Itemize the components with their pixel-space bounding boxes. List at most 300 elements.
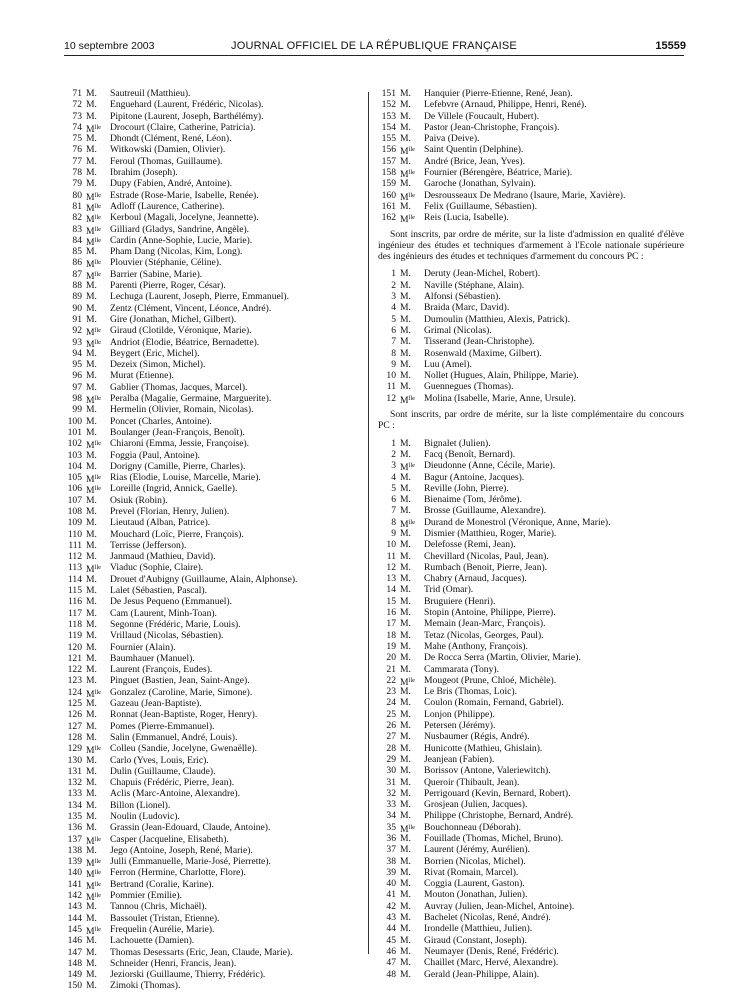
list-entry bbox=[64, 596, 360, 607]
person-name: Lechuga (Laurent, Joseph, Pierre, Emmanuel). bbox=[110, 291, 290, 303]
list-entry bbox=[64, 178, 360, 189]
list-entry bbox=[64, 190, 360, 201]
civility: $M^{lle}$ bbox=[400, 191, 416, 203]
person-name: Chevillard (Nicolas, Paul, Jean). bbox=[424, 550, 549, 562]
rank-number: 78 bbox=[72, 167, 82, 179]
list-entry bbox=[64, 935, 360, 946]
list-entry bbox=[378, 799, 684, 810]
civility: M. bbox=[86, 788, 97, 800]
list-entry bbox=[64, 111, 360, 122]
civility: $M^{lle}$ bbox=[400, 462, 416, 474]
civility: M. bbox=[400, 268, 411, 280]
person-name: Dupy (Fabien, André, Antoine). bbox=[110, 178, 233, 190]
list-entry bbox=[64, 540, 360, 551]
civility: $M^{lle}$ bbox=[86, 880, 102, 892]
person-name: Auvray (Julien, Jean-Michel, Antoine). bbox=[424, 900, 575, 912]
rank-number: 134 bbox=[67, 799, 82, 811]
header-page-number: 15559 bbox=[655, 40, 686, 52]
civility: M. bbox=[400, 550, 411, 562]
list-entry bbox=[64, 337, 360, 348]
list-entry bbox=[64, 495, 360, 506]
list-entry bbox=[64, 404, 360, 415]
rank-number: 113 bbox=[67, 562, 82, 574]
civility: $M^{lle}$ bbox=[86, 440, 102, 452]
person-name: Deruty (Jean-Michel, Robert). bbox=[424, 268, 541, 280]
person-name: Bassoulet (Tristan, Etienne). bbox=[110, 912, 220, 924]
person-name: Molina (Isabelle, Marie, Anne, Ursule). bbox=[424, 392, 576, 404]
person-name: Rosenwald (Maxime, Gilbert). bbox=[424, 347, 542, 359]
person-name: Fournier (Alain). bbox=[110, 641, 176, 653]
person-name: Viaduc (Sophie, Claire). bbox=[110, 562, 204, 574]
civility: M. bbox=[400, 731, 411, 743]
civility: M. bbox=[400, 561, 411, 573]
complementary-intro-paragraph: Sont inscrits, par ordre de mérite, sur la liste complémentaire du concours PC : bbox=[378, 409, 684, 432]
civility: M. bbox=[400, 957, 411, 969]
civility: M. bbox=[86, 291, 97, 303]
person-name: Jeanjean (Fabien). bbox=[424, 753, 495, 765]
person-name: Desrousseaux De Medrano (Isaure, Marie, Xavière). bbox=[424, 189, 626, 201]
rank-number: 20 bbox=[386, 652, 396, 664]
list-entry bbox=[64, 890, 360, 904]
civility: M. bbox=[400, 291, 411, 303]
rank-number: 37 bbox=[386, 844, 396, 856]
list-entry bbox=[64, 619, 360, 630]
person-name: Dismier (Matthieu, Roger, Marie). bbox=[424, 527, 557, 539]
rank-number: 33 bbox=[386, 799, 396, 811]
rank-number: 120 bbox=[67, 641, 82, 653]
list-entry bbox=[64, 755, 360, 766]
person-name: Feroul (Thomas, Guillaume). bbox=[110, 155, 223, 167]
civility: M. bbox=[400, 313, 411, 325]
person-name: Bruguiere (Henri). bbox=[424, 595, 496, 607]
civility: M. bbox=[86, 155, 97, 167]
civility: M. bbox=[400, 448, 411, 460]
rank-number: 155 bbox=[381, 133, 396, 145]
rank-number: 150 bbox=[67, 980, 82, 992]
list-entry bbox=[378, 111, 684, 122]
rank-number: 158 bbox=[381, 167, 396, 179]
list-entry bbox=[378, 99, 684, 110]
list-entry bbox=[378, 889, 684, 900]
rank-number: 136 bbox=[67, 822, 82, 834]
civility: M. bbox=[86, 811, 97, 822]
list-entry bbox=[64, 348, 360, 359]
list-entry bbox=[64, 766, 360, 777]
list-entry bbox=[64, 269, 360, 280]
rank-number: 14 bbox=[386, 584, 396, 596]
civility: M. bbox=[400, 697, 411, 709]
rank-number: 159 bbox=[381, 178, 396, 190]
list-entry bbox=[378, 596, 684, 607]
rank-number: 101 bbox=[67, 426, 82, 438]
person-name: Bertrand (Coralie, Karine). bbox=[110, 878, 214, 890]
rank-number: 71 bbox=[72, 88, 82, 99]
person-name: Tannou (Chris, Michaël). bbox=[110, 901, 207, 913]
list-entry bbox=[378, 438, 684, 449]
person-name: Grassin (Jean-Edouard, Claude, Antoine). bbox=[110, 822, 271, 834]
rank-number: 2 bbox=[391, 448, 396, 460]
civility: M. bbox=[86, 698, 97, 710]
person-name: Bagur (Antoine, Jacques). bbox=[424, 471, 525, 483]
rank-number: 108 bbox=[67, 505, 82, 517]
rank-number: 11 bbox=[386, 381, 396, 393]
list-entry bbox=[378, 912, 684, 923]
civility: M. bbox=[400, 708, 411, 720]
list-entry bbox=[64, 867, 360, 881]
rank-number: 139 bbox=[67, 856, 82, 868]
person-name: Tetaz (Nicolas, Georges, Paul). bbox=[424, 629, 544, 641]
person-name: Nollet (Hugues, Alain, Philippe, Marie). bbox=[424, 370, 579, 382]
person-name: Estrade (Rose-Marie, Isabelle, Renée). bbox=[110, 189, 259, 201]
list-entry bbox=[378, 472, 684, 483]
person-name: Parenti (Pierre, Roger, César). bbox=[110, 280, 226, 292]
list-entry bbox=[378, 133, 684, 144]
rank-number: 137 bbox=[67, 833, 82, 845]
person-name: Guennegues (Thomas). bbox=[424, 381, 514, 393]
rank-number: 114 bbox=[67, 573, 82, 585]
person-name: Memain (Jean-Marc, François). bbox=[424, 618, 546, 630]
rank-number: 160 bbox=[381, 189, 396, 201]
person-name: Cammarata (Tony). bbox=[424, 663, 499, 675]
civility: $M^{lle}$ bbox=[86, 745, 102, 757]
rank-number: 12 bbox=[386, 392, 396, 404]
civility: M. bbox=[400, 347, 411, 359]
civility: $M^{lle}$ bbox=[400, 676, 416, 688]
civility: M. bbox=[400, 787, 411, 799]
civility: M. bbox=[400, 482, 411, 494]
rank-number: 125 bbox=[67, 698, 82, 710]
rank-number: 144 bbox=[67, 912, 82, 924]
list-entry bbox=[378, 743, 684, 754]
civility: M. bbox=[86, 731, 97, 743]
person-name: Beygert (Eric, Michel). bbox=[110, 347, 200, 359]
person-name: Le Bris (Thomas, Loic). bbox=[424, 686, 517, 698]
civility: $M^{lle}$ bbox=[86, 123, 102, 135]
rank-number: 7 bbox=[391, 505, 396, 517]
list-entry bbox=[64, 811, 360, 822]
civility: $M^{lle}$ bbox=[86, 564, 102, 576]
header-rule bbox=[64, 55, 684, 56]
list-entry bbox=[378, 709, 684, 720]
rank-number: 147 bbox=[67, 946, 82, 958]
person-name: Gerald (Jean-Philippe, Alain). bbox=[424, 968, 540, 980]
list-entry bbox=[64, 450, 360, 461]
civility: M. bbox=[86, 144, 97, 156]
rank-number: 105 bbox=[67, 472, 82, 484]
civility: M. bbox=[86, 280, 97, 292]
person-name: Zimoki (Thomas). bbox=[110, 980, 181, 992]
rank-number: 23 bbox=[386, 686, 396, 698]
rank-number: 110 bbox=[67, 528, 82, 540]
civility: M. bbox=[86, 799, 97, 811]
civility: M. bbox=[400, 923, 411, 935]
person-name: Noulin (Ludovic). bbox=[110, 811, 180, 822]
civility: M. bbox=[86, 754, 97, 766]
person-name: Trid (Omar). bbox=[424, 584, 474, 596]
rank-number: 118 bbox=[67, 618, 82, 630]
rank-number: 22 bbox=[386, 674, 396, 686]
ranking-list-continued bbox=[64, 88, 360, 992]
rank-number: 40 bbox=[386, 878, 396, 890]
list-entry bbox=[378, 810, 684, 821]
person-name: Ferron (Hermine, Charlotte, Flore). bbox=[110, 867, 246, 879]
person-name: Reis (Lucia, Isabelle). bbox=[424, 212, 509, 224]
person-name: Grimal (Nicolas). bbox=[424, 324, 492, 336]
list-entry bbox=[378, 652, 684, 663]
list-entry bbox=[64, 246, 360, 257]
civility: M. bbox=[400, 88, 411, 99]
list-entry bbox=[378, 156, 684, 167]
person-name: Bienaime (Tom, Jérôme). bbox=[424, 494, 522, 506]
civility: M. bbox=[86, 517, 97, 529]
civility: M. bbox=[400, 381, 411, 393]
civility: M. bbox=[400, 302, 411, 314]
person-name: Rumbach (Benoit, Pierre, Jean). bbox=[424, 561, 548, 573]
civility: M. bbox=[86, 664, 97, 676]
rank-number: 5 bbox=[391, 313, 396, 325]
list-entry bbox=[378, 969, 684, 980]
civility: $M^{lle}$ bbox=[86, 858, 102, 870]
person-name: Gablier (Thomas, Jacques, Marcel). bbox=[110, 381, 248, 393]
civility: M. bbox=[400, 573, 411, 585]
person-name: Salin (Emmanuel, André, Louis). bbox=[110, 731, 238, 743]
rank-number: 48 bbox=[386, 968, 396, 980]
list-entry bbox=[378, 517, 684, 528]
person-name: Coulon (Romain, Fernand, Gabriel). bbox=[424, 697, 564, 709]
civility: M. bbox=[86, 675, 97, 687]
list-entry bbox=[378, 878, 684, 889]
civility: M. bbox=[86, 99, 97, 111]
person-name: Stopin (Antoine, Philippe, Pierre). bbox=[424, 607, 556, 619]
rank-number: 75 bbox=[72, 133, 82, 145]
rank-number: 41 bbox=[386, 889, 396, 901]
civility: $M^{lle}$ bbox=[86, 225, 102, 237]
rank-number: 11 bbox=[386, 550, 396, 562]
civility: M. bbox=[400, 494, 411, 506]
civility: M. bbox=[400, 833, 411, 844]
list-entry bbox=[378, 449, 684, 460]
civility: M. bbox=[86, 822, 97, 834]
civility: M. bbox=[400, 324, 411, 336]
civility: M. bbox=[400, 539, 411, 551]
list-entry bbox=[378, 460, 684, 474]
person-name: Pinguet (Bastien, Jean, Saint-Ange). bbox=[110, 675, 250, 687]
list-entry bbox=[64, 675, 360, 686]
list-entry bbox=[378, 664, 684, 675]
person-name: Naville (Stéphane, Alain). bbox=[424, 279, 525, 291]
person-name: André (Brice, Jean, Yves). bbox=[424, 155, 525, 167]
civility: M. bbox=[400, 878, 411, 890]
person-name: Facq (Benoît, Bernard). bbox=[424, 448, 516, 460]
civility: M. bbox=[400, 505, 411, 517]
list-entry bbox=[64, 529, 360, 540]
list-entry bbox=[64, 642, 360, 653]
person-name: Boulanger (Jean-François, Benoît). bbox=[110, 426, 245, 438]
civility: M. bbox=[86, 359, 97, 371]
person-name: Billon (Lionel). bbox=[110, 799, 171, 811]
civility: M. bbox=[400, 336, 411, 348]
rank-number: 103 bbox=[67, 449, 82, 461]
rank-number: 162 bbox=[381, 212, 396, 224]
civility: M. bbox=[400, 663, 411, 675]
rank-number: 131 bbox=[67, 765, 82, 777]
person-name: Hermelin (Olivier, Romain, Nicolas). bbox=[110, 404, 254, 416]
rank-number: 92 bbox=[72, 325, 82, 337]
rank-number: 12 bbox=[386, 561, 396, 573]
civility: M. bbox=[400, 900, 411, 912]
person-name: Dieudonne (Anne, Cécile, Marie). bbox=[424, 460, 556, 472]
rank-number: 121 bbox=[67, 652, 82, 664]
list-entry bbox=[378, 505, 684, 516]
civility: M. bbox=[86, 404, 97, 416]
civility: M. bbox=[86, 460, 97, 472]
list-entry bbox=[64, 416, 360, 427]
civility: M. bbox=[86, 641, 97, 653]
rank-number: 9 bbox=[391, 527, 396, 539]
rank-number: 99 bbox=[72, 404, 82, 416]
person-name: Thomas Desessarts (Eric, Jean, Claude, Marie). bbox=[110, 946, 293, 958]
rank-number: 36 bbox=[386, 833, 396, 844]
civility: M. bbox=[86, 901, 97, 913]
list-entry bbox=[378, 122, 684, 133]
list-entry bbox=[64, 438, 360, 452]
list-entry bbox=[378, 957, 684, 968]
rank-number: 135 bbox=[67, 811, 82, 822]
rank-number: 77 bbox=[72, 155, 82, 167]
civility: $M^{lle}$ bbox=[400, 518, 416, 530]
list-entry bbox=[378, 584, 684, 595]
rank-number: 42 bbox=[386, 900, 396, 912]
rank-number: 140 bbox=[67, 867, 82, 879]
list-entry bbox=[64, 721, 360, 732]
rank-number: 24 bbox=[386, 697, 396, 709]
list-entry bbox=[378, 777, 684, 788]
list-entry bbox=[378, 325, 684, 336]
list-entry bbox=[64, 280, 360, 291]
rank-number: 17 bbox=[386, 618, 396, 630]
rank-number: 109 bbox=[67, 517, 82, 529]
civility: M. bbox=[400, 595, 411, 607]
civility: M. bbox=[400, 133, 411, 145]
person-name: Queroir (Thibault, Jean). bbox=[424, 776, 520, 788]
list-entry bbox=[64, 630, 360, 641]
list-entry bbox=[64, 393, 360, 407]
list-entry bbox=[64, 551, 360, 562]
rank-number: 28 bbox=[386, 742, 396, 754]
person-name: Mouchard (Loïc, Pierre, François). bbox=[110, 528, 244, 540]
list-entry bbox=[378, 336, 684, 347]
person-name: De Villele (Foucault, Hubert). bbox=[424, 110, 540, 122]
civility: M. bbox=[86, 133, 97, 145]
list-entry bbox=[64, 382, 360, 393]
rank-number: 2 bbox=[391, 279, 396, 291]
person-name: Pipitone (Laurent, Joseph, Barthélémy). bbox=[110, 110, 264, 122]
rank-number: 83 bbox=[72, 223, 82, 235]
rank-number: 38 bbox=[386, 855, 396, 867]
person-name: Bignalet (Julien). bbox=[424, 437, 491, 449]
person-name: Durand de Monestrol (Véronique, Anne, Marie). bbox=[424, 516, 611, 528]
person-name: Baumhauer (Manuel). bbox=[110, 652, 195, 664]
civility: $M^{lle}$ bbox=[86, 688, 102, 700]
person-name: Mougeot (Prune, Chloé, Michèle). bbox=[424, 674, 557, 686]
person-name: Mouton (Jonathan, Julien). bbox=[424, 889, 528, 901]
civility: M. bbox=[86, 709, 97, 721]
ranking-list-end bbox=[378, 88, 684, 224]
person-name: Jeziorski (Guillaume, Thierry, Frédéric). bbox=[110, 969, 266, 981]
list-entry bbox=[64, 235, 360, 246]
civility: M. bbox=[400, 629, 411, 641]
rank-number: 133 bbox=[67, 788, 82, 800]
rank-number: 26 bbox=[386, 720, 396, 732]
person-name: Tisserand (Jean-Christophe). bbox=[424, 336, 535, 348]
rank-number: 13 bbox=[386, 573, 396, 585]
list-entry bbox=[64, 924, 360, 935]
list-entry bbox=[378, 280, 684, 291]
person-name: Reville (John, Pierre). bbox=[424, 482, 509, 494]
list-entry bbox=[378, 370, 684, 381]
person-name: Fournier (Bérengère, Béatrice, Marie). bbox=[424, 167, 573, 179]
person-name: Foggia (Paul, Antoine). bbox=[110, 449, 201, 461]
rank-number: 3 bbox=[391, 460, 396, 472]
list-entry bbox=[378, 167, 684, 181]
civility: $M^{lle}$ bbox=[400, 394, 416, 406]
rank-number: 93 bbox=[72, 336, 82, 348]
rank-number: 21 bbox=[386, 663, 396, 675]
rank-number: 161 bbox=[381, 200, 396, 212]
person-name: Terrisse (Jefferson). bbox=[110, 539, 187, 551]
list-entry bbox=[378, 618, 684, 629]
civility: M. bbox=[86, 347, 97, 359]
civility: $M^{lle}$ bbox=[86, 474, 102, 486]
list-entry bbox=[64, 88, 360, 99]
person-name: Casper (Jacqueline, Elisabeth). bbox=[110, 833, 229, 845]
civility: M. bbox=[400, 889, 411, 901]
list-entry bbox=[64, 901, 360, 912]
list-entry bbox=[378, 178, 684, 189]
person-name: Pommier (Emilie). bbox=[110, 890, 182, 902]
rank-number: 111 bbox=[68, 539, 82, 551]
rank-number: 119 bbox=[67, 630, 82, 642]
civility: M. bbox=[86, 957, 97, 969]
list-entry bbox=[378, 302, 684, 313]
person-name: Segonne (Frédéric, Marie, Louis). bbox=[110, 618, 241, 630]
civility: $M^{lle}$ bbox=[86, 395, 102, 407]
person-name: Gazeau (Jean-Baptiste). bbox=[110, 698, 202, 710]
person-name: Schneider (Henri, Francis, Jean). bbox=[110, 957, 237, 969]
rank-number: 46 bbox=[386, 945, 396, 957]
rank-number: 39 bbox=[386, 866, 396, 878]
list-entry bbox=[378, 573, 684, 584]
rank-number: 9 bbox=[391, 358, 396, 370]
civility: M. bbox=[86, 607, 97, 619]
person-name: Carlo (Yves, Louis, Eric). bbox=[110, 754, 209, 766]
list-entry bbox=[64, 99, 360, 110]
person-name: Gire (Jonathan, Michel, Gilbert). bbox=[110, 313, 237, 325]
rank-number: 156 bbox=[381, 144, 396, 156]
list-entry bbox=[378, 697, 684, 708]
rank-number: 85 bbox=[72, 246, 82, 258]
civility: M. bbox=[86, 946, 97, 958]
civility: $M^{lle}$ bbox=[86, 338, 102, 350]
list-entry bbox=[378, 88, 684, 99]
list-entry bbox=[378, 935, 684, 946]
list-entry bbox=[64, 777, 360, 788]
list-entry bbox=[64, 969, 360, 980]
list-entry bbox=[64, 687, 360, 698]
person-name: Lonjon (Philippe). bbox=[424, 708, 495, 720]
civility: M. bbox=[86, 246, 97, 258]
list-entry bbox=[64, 133, 360, 144]
